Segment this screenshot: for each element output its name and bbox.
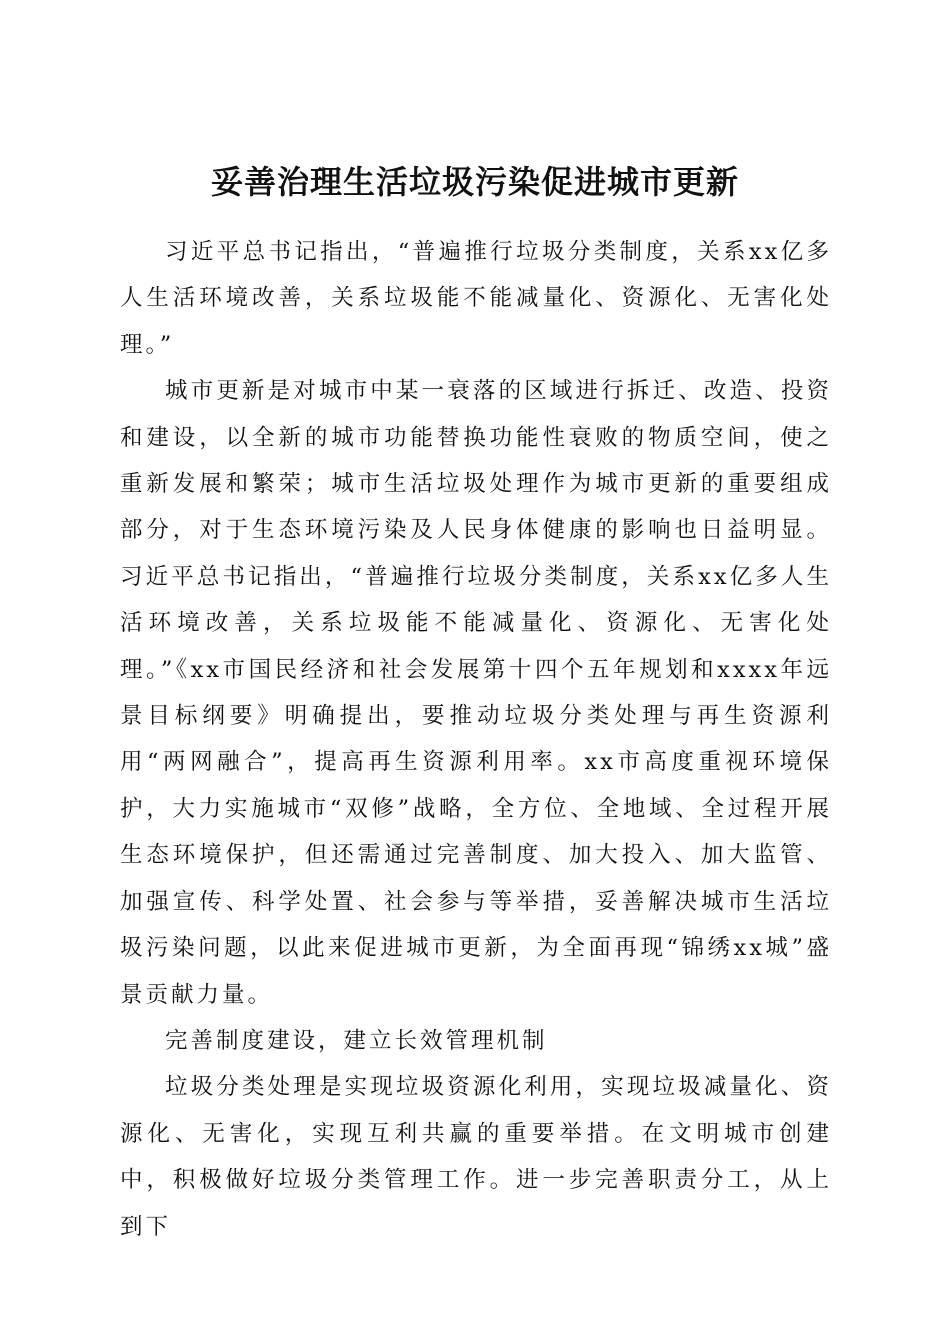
paragraph-urban-renewal: 城市更新是对城市中某一衰落的区域进行拆迁、改造、投资和建设，以全新的城市功能替换功能性衰败的物质空间，使之重新发展和繁荣；城市生活垃圾处理作为城市更新的重要组成部分，对于生态环境污染及人民身体健康的影响也日益明显。习近平总书记指出，“普遍推行垃圾分类制度，关系xx亿多人生活环境改善，关系垃圾能不能减量化、资源化、无害化处理。”《xx市国民经济和社会发展第十四个五年规划和xxxx年远景目标纲要》明确提出，要推动垃圾分类处理与再生资源利用“两网融合”，提高再生资源利用率。xx市高度重视环境保护，大力实施城市“双修”战略，全方位、全地域、全过程开展生态环境保护，但还需通过完善制度、加大投入、加大监管、加强宣传、科学处置、社会参与等举措，妥善解决城市生活垃圾污染问题，以此来促进城市更新，为全面再现“锦绣xx城”盛景贡献力量。: [120, 378, 832, 1008]
paragraph-quote: 习近平总书记指出，“普遍推行垃圾分类制度，关系xx亿多人生活环境改善，关系垃圾能不能减量化、资源化、无害化处理。”: [120, 239, 832, 358]
paragraph-classification: 垃圾分类处理是实现垃圾资源化利用，实现垃圾减量化、资源化、无害化，实现互利共赢的重要举措。在文明城市创建中，积极做好垃圾分类管理工作。进一步完善职责分工，从上到下: [120, 1074, 832, 1240]
document-title: 妥善治理生活垃圾污染促进城市更新: [210, 163, 739, 202]
document-body: [120, 229, 832, 1250]
section-heading: 完善制度建设，建立长效管理机制: [165, 1027, 548, 1054]
